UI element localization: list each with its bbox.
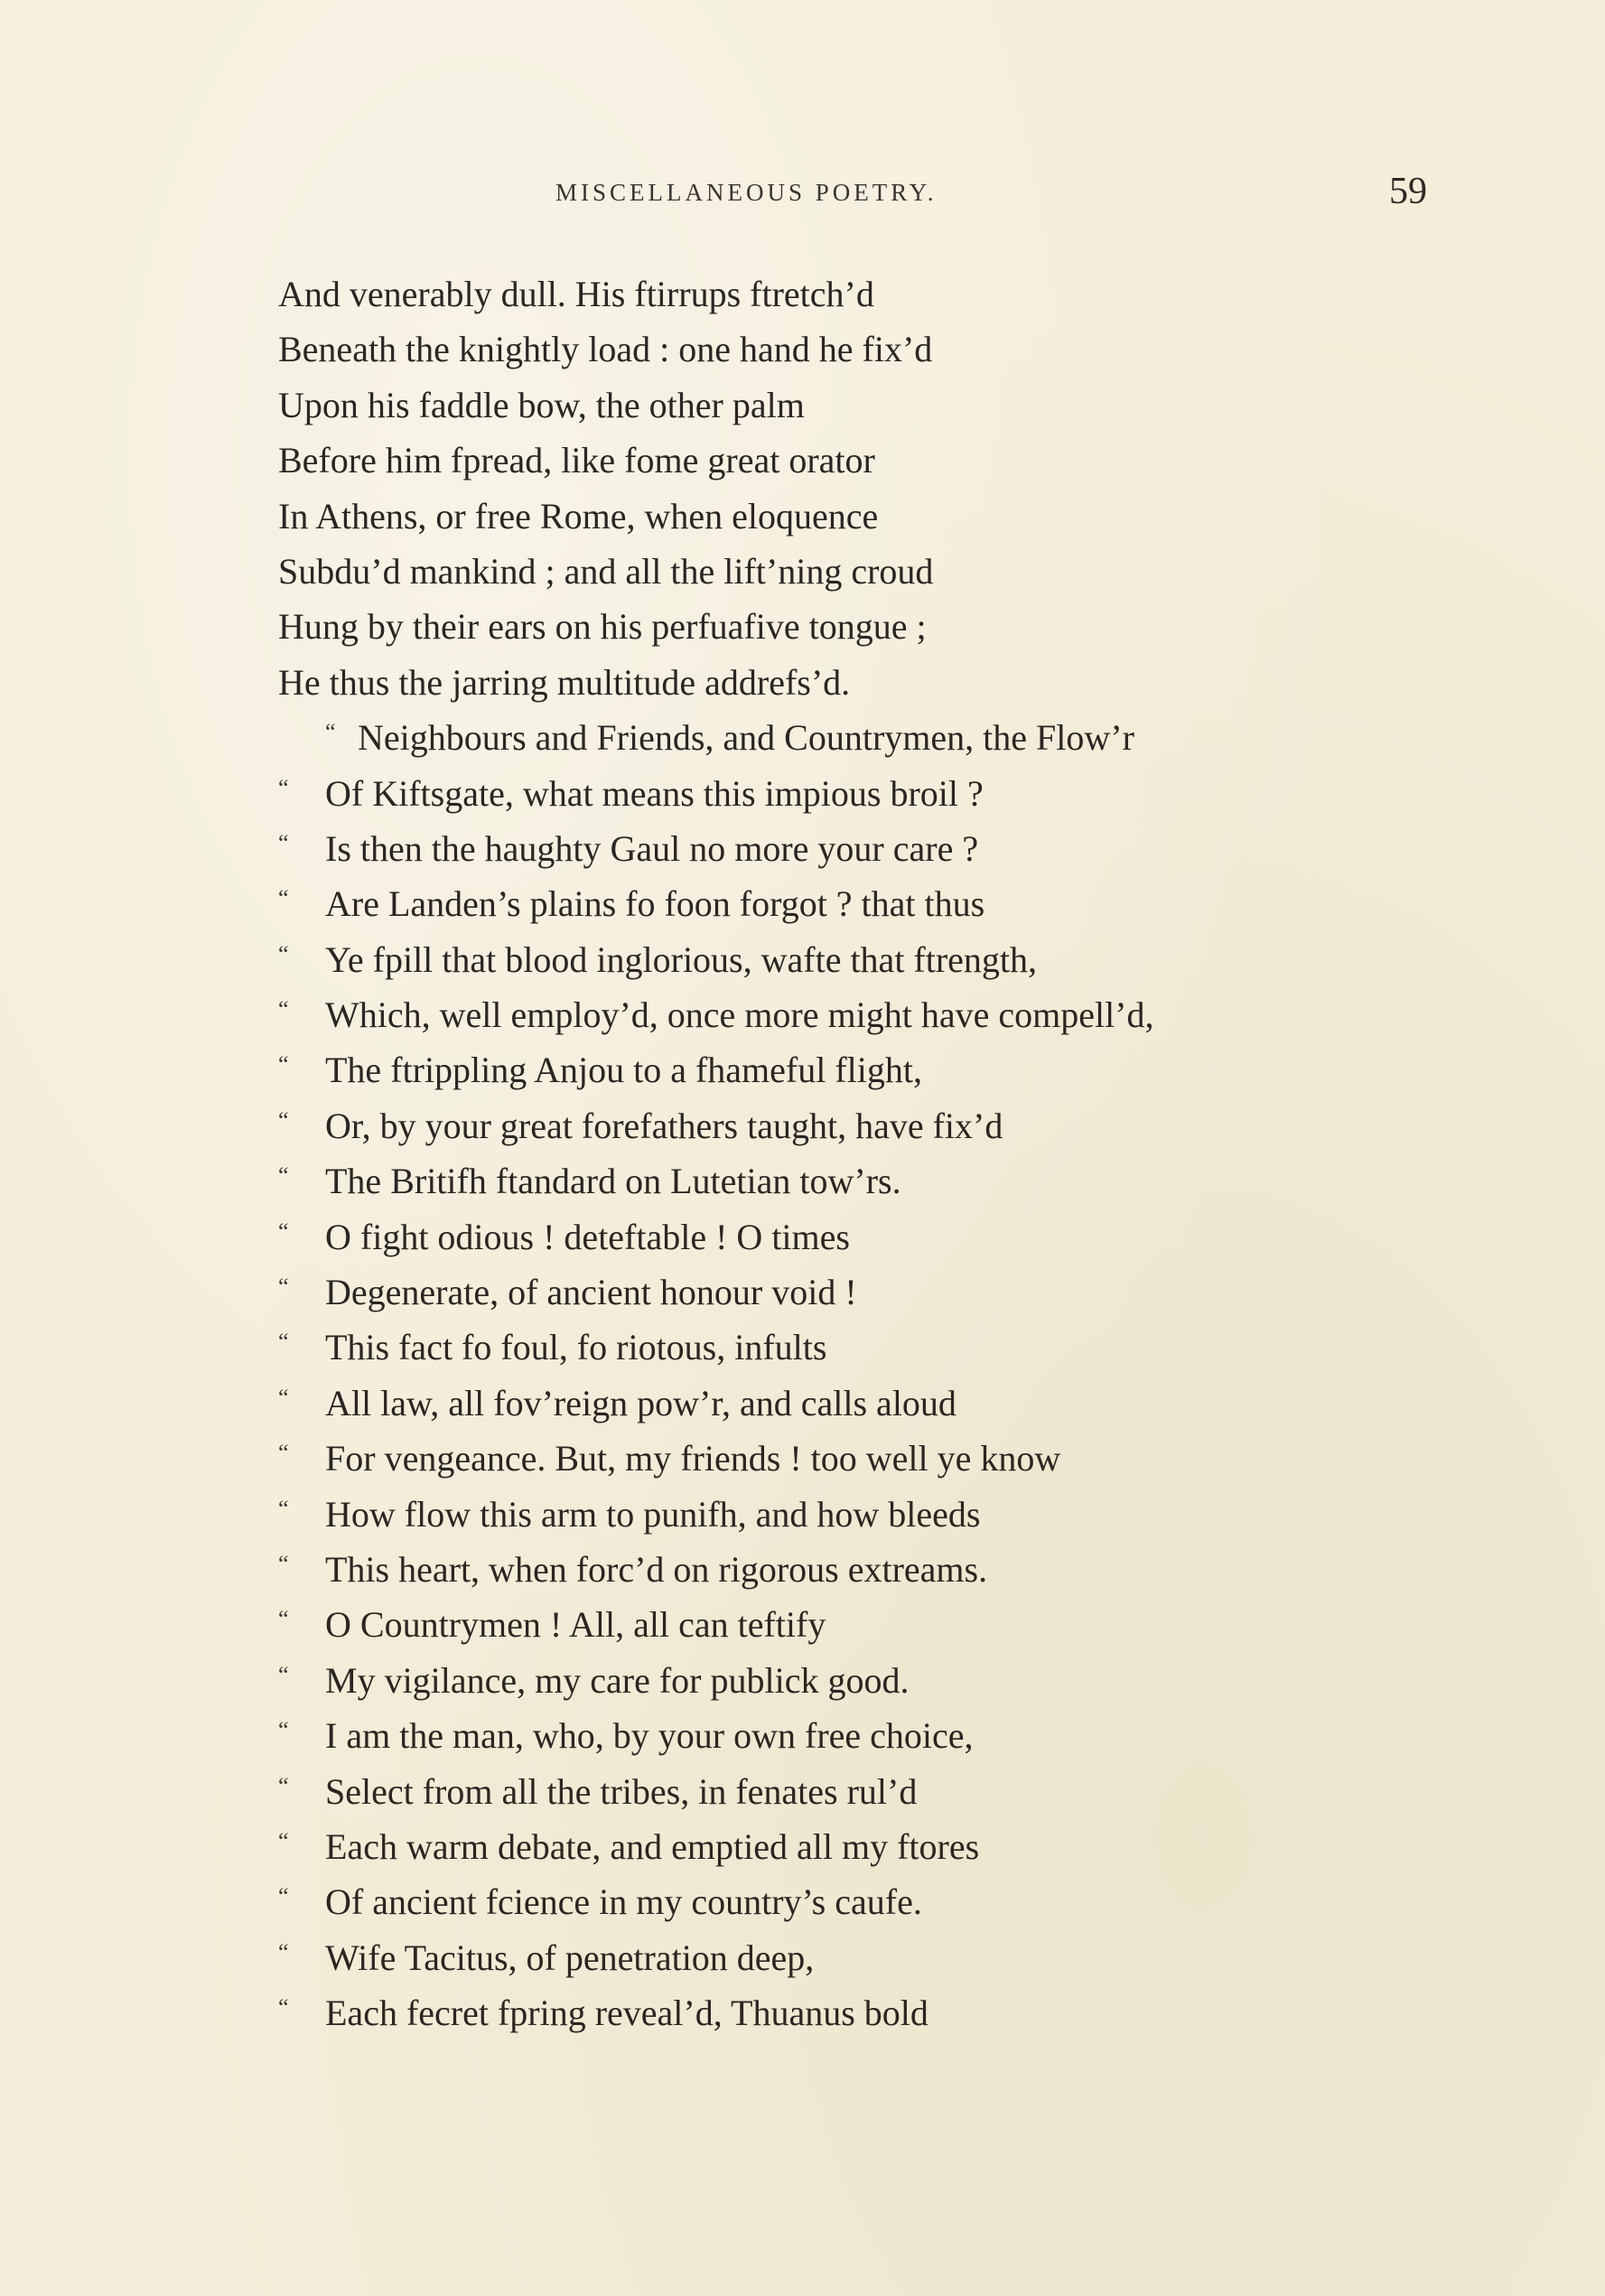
- quote-mark: “: [278, 940, 289, 967]
- poem-line: Before him fpread, like fome great orator: [278, 440, 875, 481]
- poem-line-quoted: “ Which, well employ’d, once more might have compell’d,: [278, 987, 1452, 1042]
- poem-line-quoted: “ I am the man, who, by your own free choice,: [278, 1708, 1452, 1763]
- quote-mark: “: [278, 1162, 289, 1190]
- poem-line: In Athens, or free Rome, when eloquence: [278, 495, 879, 537]
- poem-line: He thus the jarring multitude addrefs’d.: [278, 661, 851, 703]
- poem-line-quoted: “ This fact fo foul, fo riotous, infults: [278, 1320, 1452, 1375]
- poem-line-quoted: “ The Britifh ftandard on Lutetian tow’rs.: [278, 1153, 1452, 1209]
- poem-line-quoted: “ This heart, when forc’d on rigorous extreams.: [278, 1542, 1452, 1597]
- quote-mark: “: [278, 1827, 289, 1854]
- quote-mark: “: [278, 1051, 289, 1078]
- quote-mark: “: [278, 829, 289, 856]
- quote-mark: “: [278, 1440, 289, 1467]
- quote-mark: “: [278, 1661, 289, 1688]
- poem-line-quoted: “ Are Landen’s plains fo foon forgot ? that thus: [278, 876, 1452, 931]
- poem-line-quoted: “ Or, by your great forefathers taught, have fix’d: [278, 1098, 1452, 1153]
- poem-text: [278, 266, 1452, 2041]
- quote-mark: “: [278, 1106, 289, 1134]
- poem-line-quoted: “ My vigilance, my care for publick good.: [278, 1653, 1452, 1708]
- quote-mark: “: [278, 1883, 289, 1910]
- quote-mark: “: [278, 1550, 289, 1577]
- page-number: 59: [1389, 171, 1427, 212]
- poem-line-quoted: “ Each fecret fpring reveal’d, Thuanus bold: [278, 1985, 1452, 2040]
- poem-line-quoted: “ Degenerate, of ancient honour void !: [278, 1265, 1452, 1320]
- poem-line-quoted: “ O fight odious ! deteftable ! O times: [278, 1209, 1452, 1265]
- poem-line-quoted: “ Wife Tacitus, of penetration deep,: [278, 1930, 1452, 1985]
- quote-mark: “: [278, 1329, 289, 1356]
- quote-mark: “: [278, 1994, 289, 2021]
- poem-line-quoted: “ Of Kiftsgate, what means this impious broil ?: [278, 766, 1452, 821]
- poem-line-quoted: “ All law, all fov’reign pow’r, and calls aloud: [278, 1376, 1452, 1431]
- poem-line: Subdu’d mankind ; and all the lift’ning croud: [278, 550, 934, 592]
- quote-mark: “: [278, 1218, 289, 1245]
- running-head: MISCELLANEOUS POETRY.: [555, 179, 938, 206]
- poem-line-quoted: “ For vengeance. But, my friends ! too well ye know: [278, 1431, 1452, 1486]
- poem-line: Upon his faddle bow, the other palm: [278, 384, 805, 425]
- quote-mark: “: [278, 1495, 289, 1522]
- quote-mark: “: [278, 1717, 289, 1744]
- quote-mark: “: [278, 996, 289, 1023]
- poem-line-quoted: “ Ye fpill that blood inglorious, wafte that ftrength,: [278, 932, 1452, 987]
- quote-mark: “: [325, 719, 336, 746]
- quote-mark: “: [278, 774, 289, 801]
- poem-line-quoted: “ Select from all the tribes, in fenates rul’d: [278, 1764, 1452, 1819]
- poem-line: And venerably dull. His ftirrups ftretch’d: [278, 274, 874, 314]
- quote-mark: “: [278, 1938, 289, 1965]
- quote-mark: “: [278, 1274, 289, 1301]
- poem-line-quoted: “ How flow this arm to punifh, and how bleeds: [278, 1487, 1452, 1542]
- poem-line-quoted: “ Of ancient fcience in my country’s caufe.: [278, 1874, 1452, 1929]
- poem-line-quoted: “ Each warm debate, and emptied all my ftores: [278, 1819, 1452, 1874]
- poem-line-quoted: “ Is then the haughty Gaul no more your care ?: [278, 821, 1452, 876]
- poem-line: Beneath the knightly load : one hand he fix’d: [278, 329, 933, 370]
- quote-mark: “: [278, 1606, 289, 1633]
- poem-line-quoted: “ Neighbours and Friends, and Countrymen, the Flow’r: [278, 710, 1452, 765]
- poem-line-quoted: “ The ftrippling Anjou to a fhameful flight,: [278, 1042, 1452, 1097]
- quote-mark: “: [278, 885, 289, 912]
- quote-mark: “: [278, 1772, 289, 1799]
- quote-mark: “: [278, 1384, 289, 1411]
- poem-line-quoted: “ O Countrymen ! All, all can teftify: [278, 1597, 1452, 1652]
- poem-line: Hung by their ears on his perfuafive tongue ;: [278, 606, 927, 648]
